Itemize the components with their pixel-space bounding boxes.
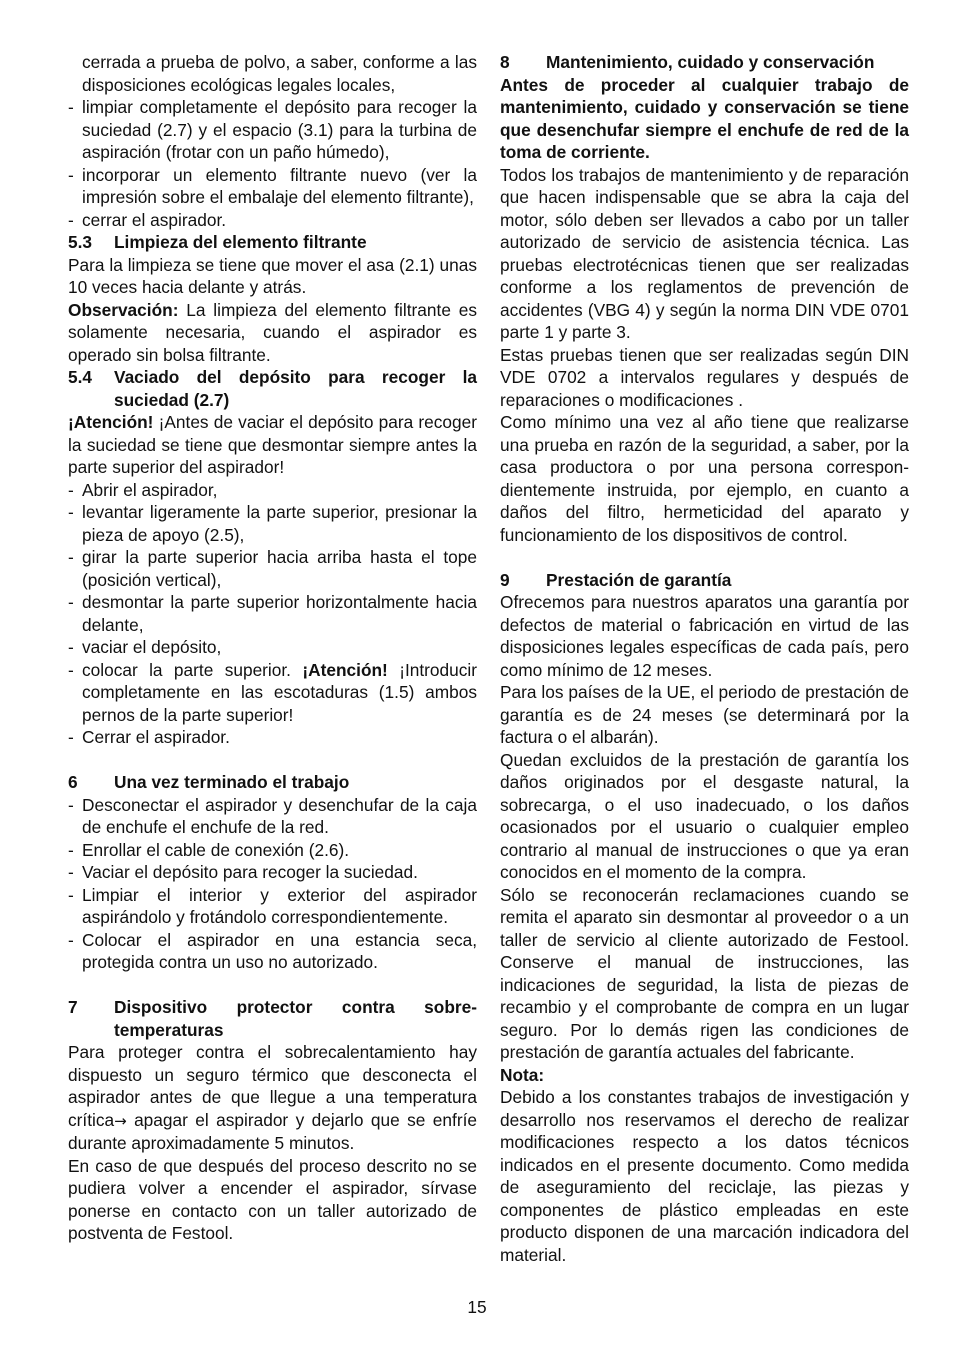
note-paragraph: Debido a los constantes trabajos de investigación y desarrollo nos reservamos el derecho de realizar modificaciones respecto a los datos técnicos indicados en el presente documento. Como medida de aseguramiento del reciclaje, las piezas y componentes de plástico empleadas en este producto disponen de una marcación indicadora del material.: [500, 1087, 909, 1265]
section-heading-5-4: 5.4 Vaciado del depósito para recoger la suciedad (2.7): [68, 367, 477, 410]
list-dash: -: [68, 164, 74, 185]
paragraph: Como mínimo una vez al año tiene que realizarse una prueba en razón de la seguridad, a saber, por la casa productora o por una persona correspon-dientemente instruida, por ejemplo, en cuanto a daños del filtro, hermeticidad del aparato y funcionamiento de los dispositivos de control.: [500, 412, 909, 545]
page-number: 15: [467, 1297, 487, 1317]
section-heading-8: 8 Mantenimiento, cuidado y conservación: [500, 52, 875, 72]
list-dash: -: [68, 502, 74, 522]
spacer: [68, 749, 477, 772]
list-dash: -: [68, 727, 74, 747]
list-item: - colocar la parte superior. ¡Atención! ¡Introducir completamente en las escotaduras (1.5) ambos pernos de la parte superior!: [68, 659, 477, 725]
list-item: - Vaciar el depósito para recoger la suciedad.: [68, 862, 418, 882]
list-item: - limpiar completamente el depósito para recoger la suciedad (2.7) y el espacio (3.1) para la turbina de aspiración (frotar con un paño húmedo),: [68, 97, 477, 162]
list-item: - Abrir el aspirador,: [68, 479, 218, 500]
list-dash: -: [68, 637, 74, 657]
paragraph: Sólo se reconocerán reclamaciones cuando se remita el aparato sin desmontar al proveedor o a un taller de servicio al cliente autorizado de Festool. Conserve el manual de instrucciones, las indicaciones de seguridad, la lista de piezas de recambio y el comprobante de compra en un lugar seguro. Por lo demás rigen las condiciones de prestación de garantía actuales del fabricante.: [500, 884, 909, 1062]
section-heading-5-3: 5.3 Limpieza del elemento filtrante: [68, 232, 367, 252]
observation-paragraph: Observación: La limpieza del elemento filtrante es solamente necesaria, cuando el aspirador es operado sin bolsa filtrante.: [68, 299, 477, 365]
paragraph: Para proteger contra el sobrecalentamiento hay dispuesto un seguro térmico que desconecta el aspirador antes de que llegue a una temperatura crítica→ apagar el aspirador y dejarlo que se enfríe durante aproximadamente 5 minutos.: [68, 1042, 477, 1153]
list-item: - vaciar el depósito,: [68, 637, 222, 657]
list-dash: -: [68, 97, 74, 117]
paragraph: En caso de que después del proceso descrito no se pudiera volver a encender el aspirador, sírvase ponerse en contacto con un taller autorizado de postventa de Festool.: [68, 1155, 477, 1243]
list-item: - Limpiar el interior y exterior del aspirador aspirándolo y frotándolo correspondientemente.: [68, 884, 477, 927]
list-item: - levantar ligeramente la parte superior, presionar la pieza de apoyo (2.5),: [68, 502, 477, 545]
list-item: - Cerrar el aspirador.: [68, 727, 230, 747]
left-column: [68, 51, 477, 1245]
list-item-continuation: cerrada a prueba de polvo, a saber, conforme a las disposiciones ecológicas legales locales,: [82, 52, 477, 95]
spacer: [500, 546, 909, 569]
paragraph: Todos los trabajos de mantenimiento y de reparación que hacen indispensable que se abra la caja del motor, sólo deben ser llevados a cabo por un taller autorizado de servicio de asistencia técnica. Las pruebas electrotécnicas tienen que ser realizadas conforme a los reglamentos de prevención de accidentes (VBG 4) y según la norma DIN VDE 0701 parte 1 y parte 3.: [500, 164, 909, 342]
list-dash: -: [68, 794, 74, 815]
paragraph: Estas pruebas tienen que ser realizadas según DIN VDE 0702 a intervalos regulares y después de reparaciones o modificaciones .: [500, 344, 909, 410]
list-dash: -: [68, 479, 74, 500]
list-dash: -: [68, 659, 74, 680]
arrow-right-icon: →: [114, 1111, 127, 1130]
list-dash: -: [68, 839, 74, 860]
list-dash: -: [68, 929, 74, 950]
paragraph: Ofrecemos para nuestros aparatos una garantía por defectos de material o fabricación en virtud de las disposiciones legales específicas de cada país, pero como mínimo de 12 meses.: [500, 592, 909, 680]
list-item: - cerrar el aspirador.: [68, 209, 227, 230]
list-dash: -: [68, 862, 74, 882]
paragraph: Para la limpieza se tiene que mover el asa (2.1) unas 10 veces hacia delante y atrás.: [68, 254, 477, 297]
section-heading-6: 6 Una vez terminado el trabajo: [68, 772, 350, 792]
section-heading-9: 9 Prestación de garantía: [500, 569, 732, 590]
spacer: [68, 974, 477, 997]
list-dash: -: [68, 209, 74, 230]
attention-paragraph: ¡Atención! ¡Antes de vaciar el depósito para recoger la suciedad se tiene que desmontar siempre antes la parte superior del aspirador!: [68, 412, 477, 477]
list-dash: -: [68, 592, 74, 612]
list-item: - Desconectar el aspirador y desenchufar de la caja de enchufe el enchufe de la red.: [68, 794, 477, 837]
list-dash: -: [68, 884, 74, 905]
section-heading-7: 7 Dispositivo protector contra sobre-temperaturas: [68, 997, 477, 1040]
list-item: - incorporar un elemento filtrante nuevo (ver la impresión sobre el embalaje del elemento filtrante),: [68, 164, 477, 207]
note-label: Nota:: [500, 1064, 545, 1085]
list-item: - desmontar la parte superior horizontalmente hacia delante,: [68, 592, 477, 635]
right-column: [500, 51, 909, 1266]
list-item: - Colocar el aspirador en una estancia seca, protegida contra un uso no autorizado.: [68, 929, 477, 972]
paragraph: Para los países de la UE, el periodo de prestación de garantía es de 24 meses (se determinará por la factura o el albarán).: [500, 682, 909, 747]
bold-warning-paragraph: Antes de proceder al cualquier trabajo de mantenimiento, cuidado y conservación se tiene que desenchufar siempre el enchufe de red de la toma de corriente.: [500, 74, 909, 162]
paragraph: Quedan excluidos de la prestación de garantía los daños originados por el desgaste natural, la sobrecarga, o el uso inadecuado, o los daños ocasionados por el usuario o cualquier empleo contrario al manual de instrucciones o que ya eran conocidos en el momento de la compra.: [500, 749, 909, 882]
list-item: - Enrollar el cable de conexión (2.6).: [68, 839, 350, 860]
list-dash: -: [68, 547, 74, 567]
list-item: - girar la parte superior hacia arriba hasta el tope (posición vertical),: [68, 547, 477, 590]
